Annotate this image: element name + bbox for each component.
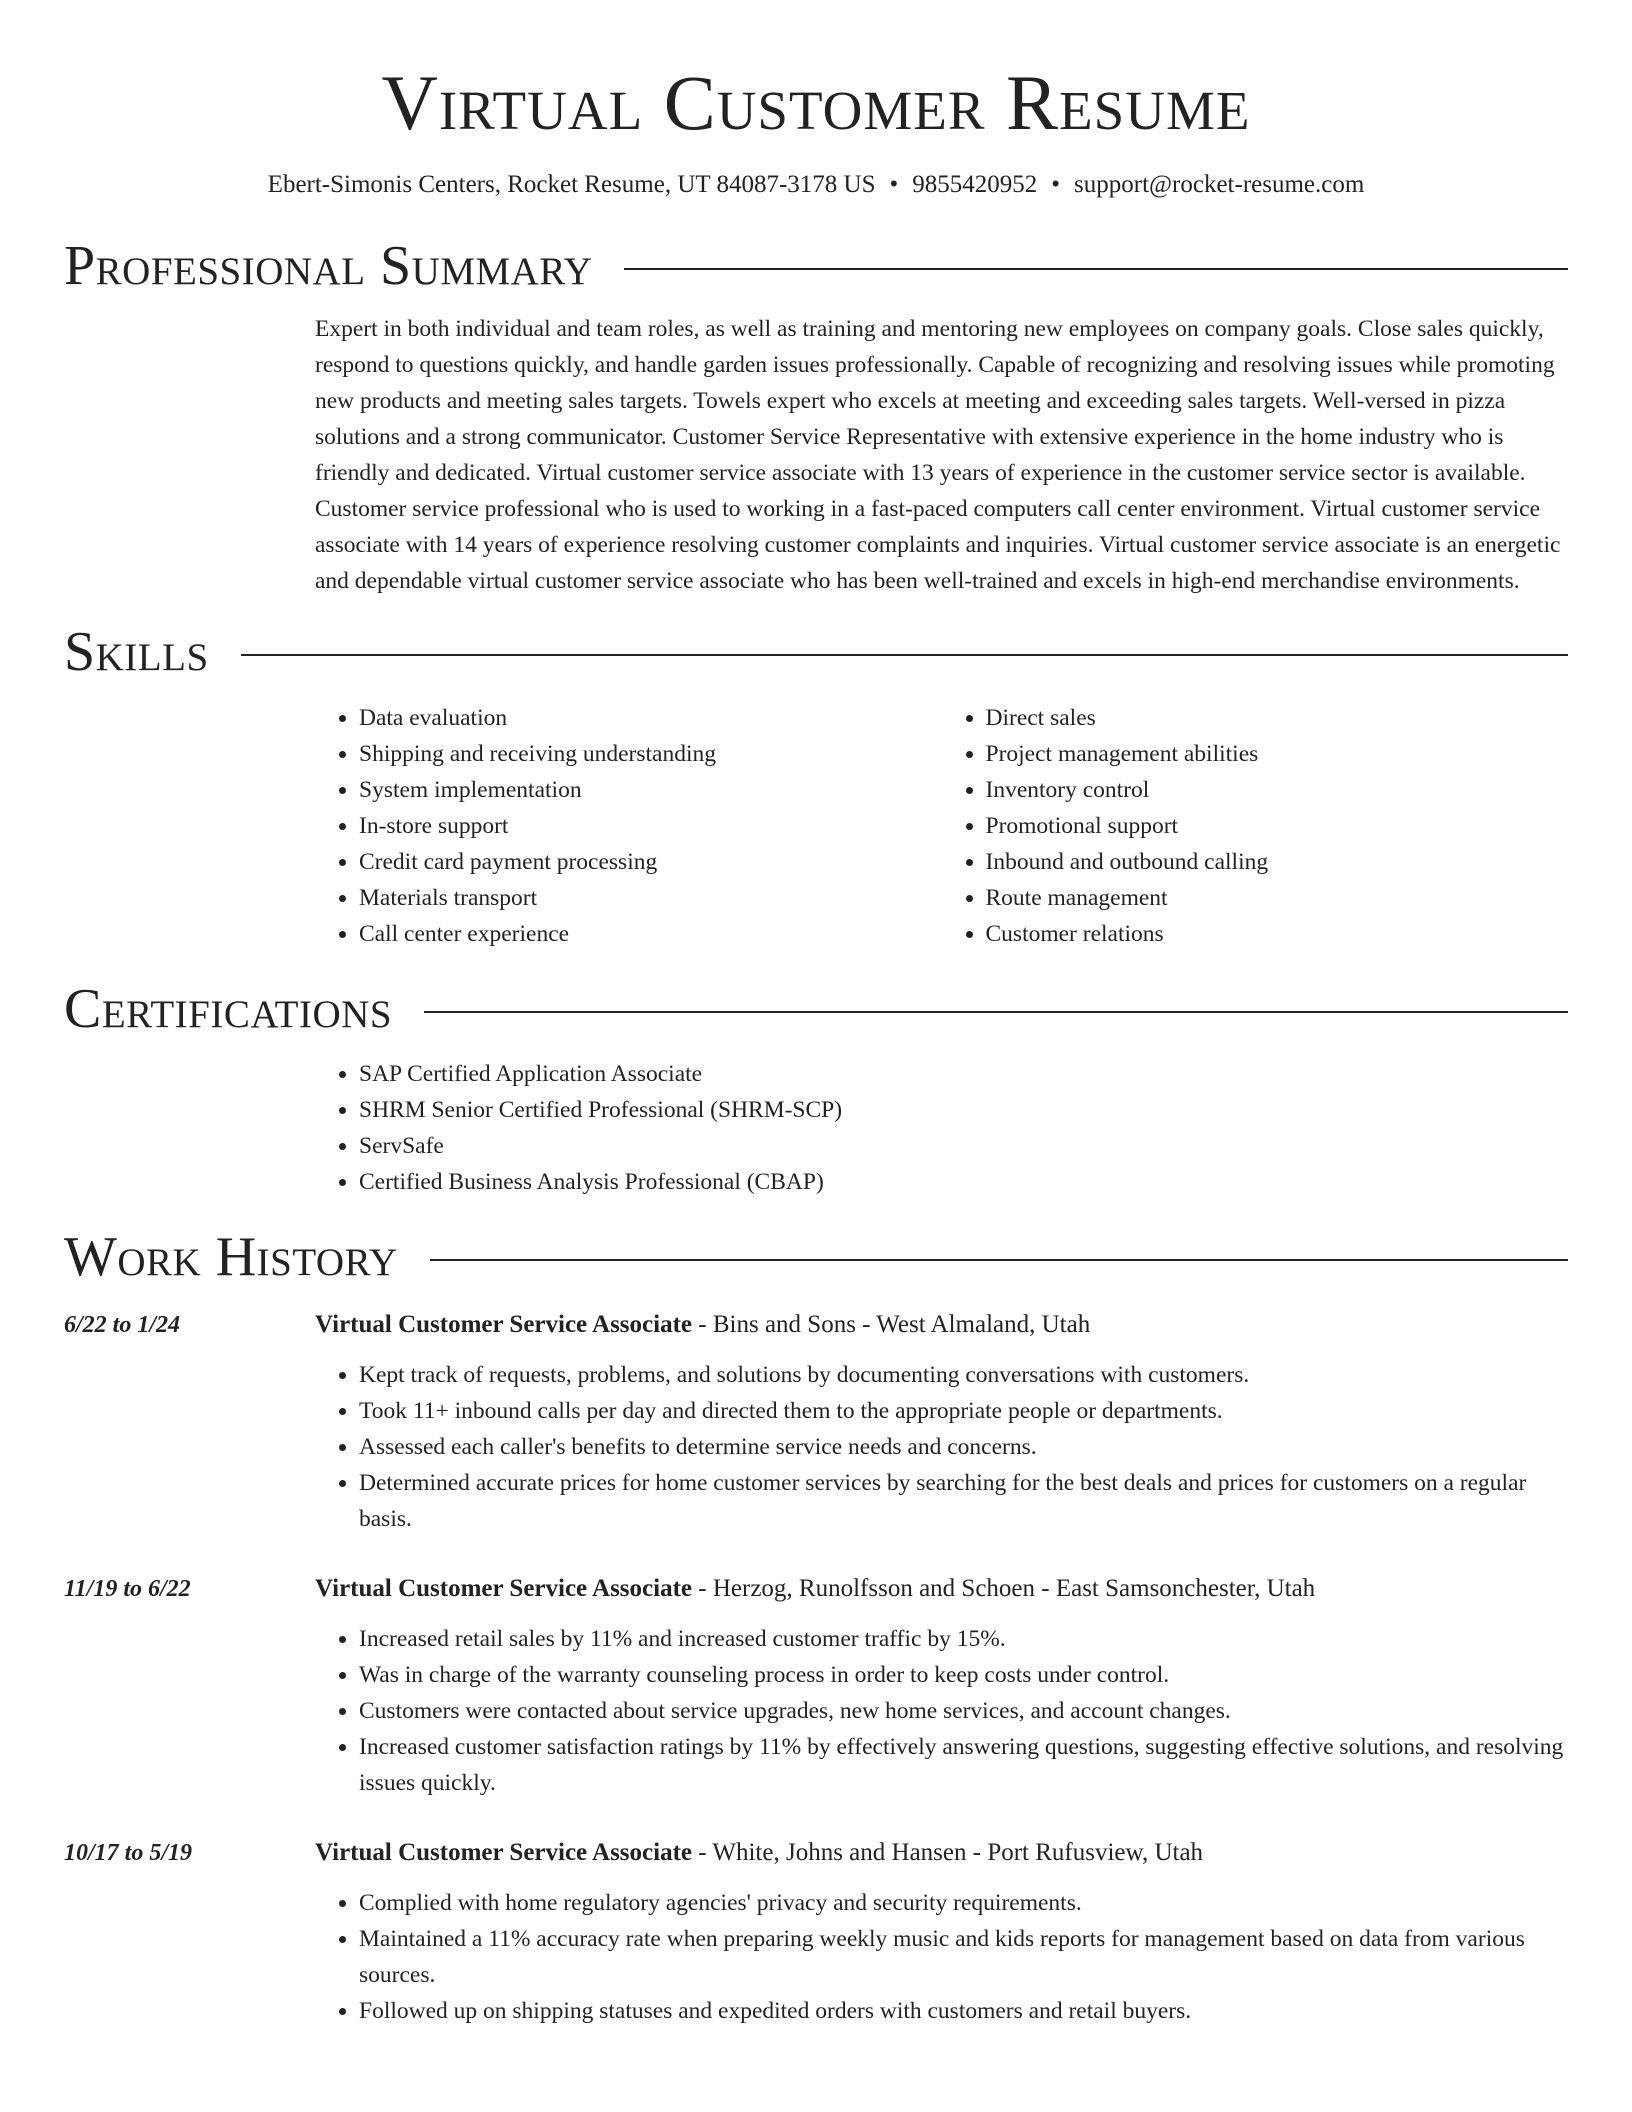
skills-section-header [64,617,1568,687]
work-section-header [64,1222,1568,1292]
job-bullet: • Complied with home regulatory agencies' privacy and security requirements. [359,1885,1568,1921]
separator: • [889,171,899,198]
skill-item: • Project management abilities [986,736,1569,772]
certification-item: • SHRM Senior Certified Professional (SHRM-SCP) [359,1092,1568,1128]
skill-item: • Materials transport [359,880,942,916]
job-title-line [315,1835,1568,1871]
skill-item: • Call center experience [359,916,942,952]
summary-section [315,311,1568,599]
job-employer: - Herzog, Runolfsson and Schoen - East Samsonchester, Utah [692,1575,1316,1602]
job-entry [64,1835,1568,2029]
section-rule [424,1011,1568,1013]
skill-item: • In-store support [359,808,942,844]
certification-item: • Certified Business Analysis Professional (CBAP) [359,1164,1568,1200]
skill-item: • Inbound and outbound calling [986,844,1569,880]
skill-item: • Direct sales [986,700,1569,736]
address: Ebert-Simonis Centers, Rocket Resume, UT 84087-3178 US [267,171,876,198]
separator: • [1051,171,1061,198]
job-bullet: • Customers were contacted about service upgrades, new home services, and account changes. [359,1693,1568,1729]
job-dates: 6/22 to 1/24 [64,1312,181,1338]
job-bullet: • Followed up on shipping statuses and expedited orders with customers and retail buyers. [359,1993,1568,2029]
job-bullet: • Determined accurate prices for home customer services by searching for the best deals and prices for customers on a regular basis. [359,1465,1568,1537]
email: support@rocket-resume.com [1074,171,1365,198]
section-rule [624,268,1568,270]
skills-list [315,700,1568,952]
section-rule [241,654,1568,656]
job-bullet: • Increased customer satisfaction ratings by 11% by effectively answering questions, suggesting effective solutions, and resolving issues quickly. [359,1729,1568,1801]
job-bullet: • Took 11+ inbound calls per day and directed them to the appropriate people or departments. [359,1393,1568,1429]
job-bullet: • Increased retail sales by 11% and increased customer traffic by 15%. [359,1621,1568,1657]
summary-section-header [64,231,1568,301]
resume-page [64,0,1568,2029]
skills-column-right [942,700,1569,952]
section-heading: Professional Summary [64,235,593,297]
skills-column-left [315,700,942,952]
certification-item: • ServSafe [359,1128,1568,1164]
job-title: Virtual Customer Service Associate [315,1311,693,1338]
job-employer: - White, Johns and Hansen - Port Rufusview, Utah [692,1839,1204,1866]
job-dates: 11/19 to 6/22 [64,1576,191,1602]
skill-item: • Inventory control [986,772,1569,808]
job-entry [64,1571,1568,1801]
job-dates: 10/17 to 5/19 [64,1840,193,1866]
section-heading: Certifications [64,978,393,1040]
job-title-line [315,1571,1568,1607]
section-heading: Work History [64,1226,398,1288]
contact-line [64,170,1568,200]
certifications-list [315,1056,1568,1200]
skill-item: • Customer relations [986,916,1569,952]
job-bullet: • Assessed each caller's benefits to determine service needs and concerns. [359,1429,1568,1465]
skill-item: • Data evaluation [359,700,942,736]
job-entry [64,1307,1568,1537]
skill-item: • System implementation [359,772,942,808]
certification-item: • SAP Certified Application Associate [359,1056,1568,1092]
job-employer: - Bins and Sons - West Almaland, Utah [692,1311,1091,1338]
job-title: Virtual Customer Service Associate [315,1839,693,1866]
skill-item: • Route management [986,880,1569,916]
certifications-section-header [64,974,1568,1044]
summary-text: Expert in both individual and team roles, as well as training and mentoring new employees on company goals. Close sales quickly, respond to questions quickly, and handle garden issues professionally. Capable of recognizing and resolving issues while promoting new products and meeting sales targets. Towels expert who excels at meeting and exceeding sales targets. Well-versed in pizza solutions and a strong communicator. Customer Service Representative with extensive experience in the home industry who is friendly and dedicated. Virtual customer service associate with 13 years of experience in the customer service sector is available. Customer service professional who is used to working in a fast-paced computers call center environment. Virtual customer service associate with 14 years of experience resolving customer complaints and inquiries. Virtual customer service associate is an energetic and dependable virtual customer service associate who has been well-trained and excels in high-end merchandise environments. [315,316,1561,594]
section-heading: Skills [64,621,209,683]
skill-item: • Credit card payment processing [359,844,942,880]
job-bullet: • Maintained a 11% accuracy rate when preparing weekly music and kids reports for management based on data from various sources. [359,1921,1568,1993]
job-title-line [315,1307,1568,1343]
skill-item: • Promotional support [986,808,1569,844]
job-bullet: • Kept track of requests, problems, and solutions by documenting conversations with customers. [359,1357,1568,1393]
job-title: Virtual Customer Service Associate [315,1575,693,1602]
resume-title: Virtual Customer Resume [381,59,1251,146]
skill-item: • Shipping and receiving understanding [359,736,942,772]
phone: 9855420952 [912,171,1038,198]
job-bullet: • Was in charge of the warranty counseling process in order to keep costs under control. [359,1657,1568,1693]
section-rule [430,1259,1568,1261]
